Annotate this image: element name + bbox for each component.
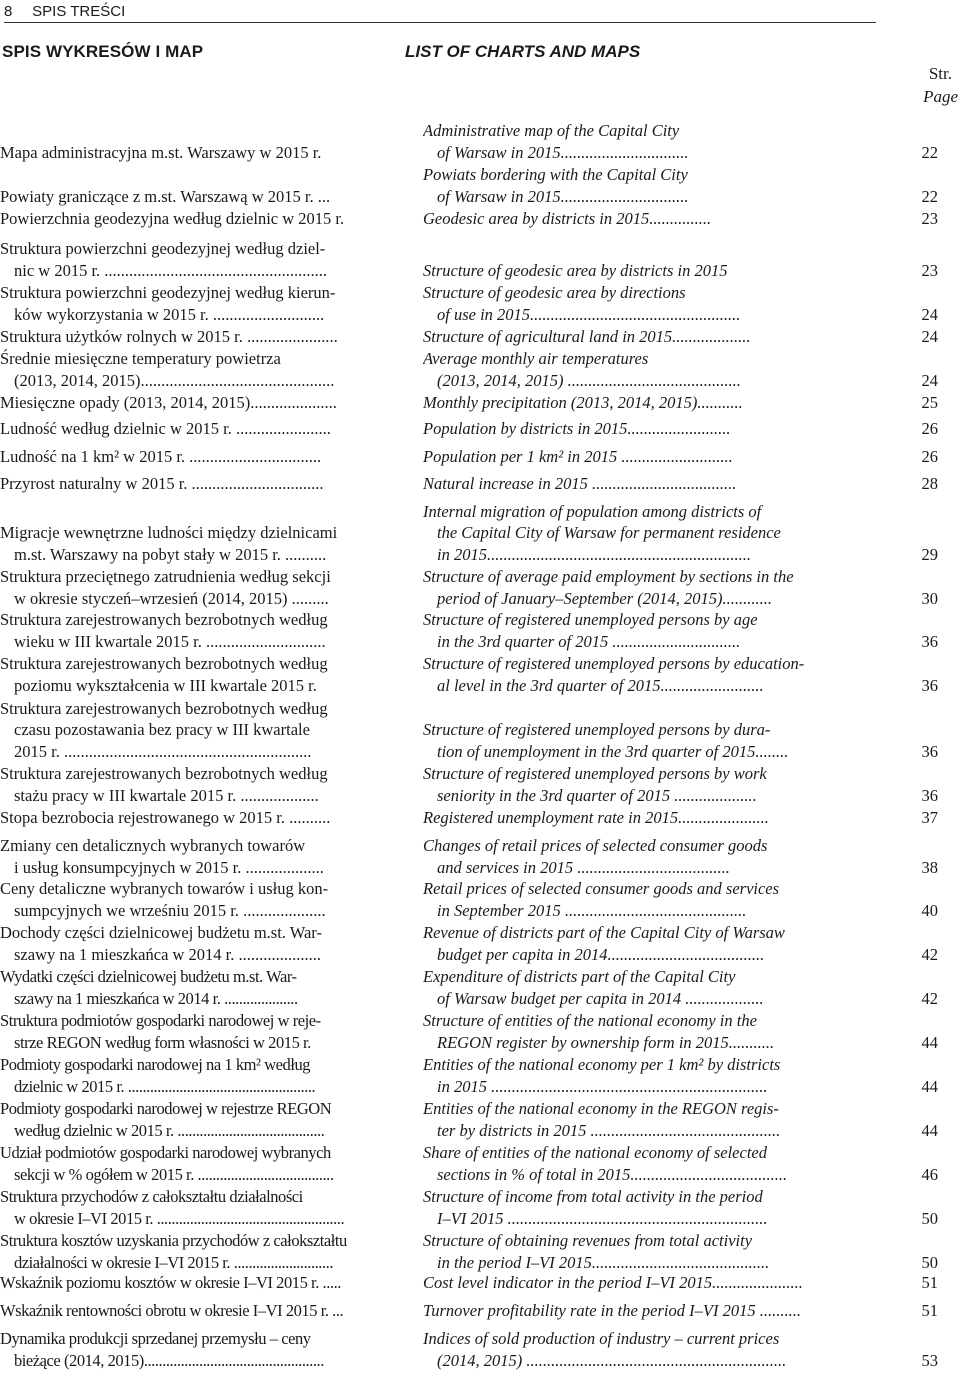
entry-title-polish-line: Stopa bezrobocia rejestrowanego w 2015 r. .......... <box>0 807 331 827</box>
entry-title-polish-line: Struktura powierzchni geodezyjnej według kierun- <box>0 283 336 302</box>
entry-title-english-line: tion of unemployment in the 3rd quarter of 2015........ <box>437 741 789 761</box>
entry-page-number: 24 <box>921 304 938 324</box>
entry-title-polish-line: Struktura przychodów z całokształtu działalności <box>0 1187 303 1206</box>
entry-title-english-line: of use in 2015................................................... <box>437 304 741 324</box>
entry-title-polish-line: Struktura zarejestrowanych bezrobotnych według <box>0 654 328 673</box>
entry-title-polish-line: Ceny detaliczne wybranych towarów i usług kon- <box>0 879 329 898</box>
entry-title-english-line: of Warsaw in 2015............................... <box>437 142 689 162</box>
entry-page-number: 51 <box>921 1300 938 1320</box>
entry-page-number: 29 <box>921 544 938 564</box>
entry-title-english-line: (2014, 2015) ............................................................... <box>437 1350 787 1370</box>
entry-title-polish-line: Struktura kosztów uzyskania przychodów z całokształtu <box>0 1231 347 1250</box>
entry-page-number: 22 <box>921 142 938 162</box>
entry-page-number: 51 <box>921 1272 938 1292</box>
entry-title-polish-line: wieku w III kwartale 2015 r. ............................. <box>14 631 326 651</box>
entry-title-polish-line: nic w 2015 r. ...................................................... <box>14 260 328 280</box>
entry-title-english-line: Entities of the national economy per 1 km² by districts <box>423 1055 781 1074</box>
entry-title-english-line: sections in % of total in 2015...................................... <box>437 1164 788 1184</box>
entry-title-english-line: REGON register by ownership form in 2015........... <box>437 1032 775 1052</box>
entry-title-english-line: Retail prices of selected consumer goods and services <box>423 879 780 898</box>
entry-page-number: 44 <box>921 1032 938 1052</box>
entry-title-polish-line: stażu pracy w III kwartale 2015 r. ................... <box>14 785 319 805</box>
entry-page-number: 28 <box>921 473 938 493</box>
entry-title-polish-line: Migracje wewnętrzne ludności między dzielnicami <box>0 523 338 542</box>
entry-title-polish-line: Mapa administracyjna m.st. Warszawy w 2015 r. <box>0 142 322 162</box>
entry-title-english-line: ter by districts in 2015 .............................................. <box>437 1120 781 1140</box>
entry-page-number: 23 <box>921 208 938 228</box>
entry-title-english-line: Changes of retail prices of selected consumer goods <box>423 836 768 855</box>
entry-title-english-line: budget per capita in 2014...................................... <box>437 944 765 964</box>
entry-title-polish-line: sekcji w % ogółem w 2015 r. ..................................... <box>14 1164 334 1184</box>
entry-page-number: 30 <box>921 588 938 608</box>
entry-page-number: 50 <box>921 1208 938 1228</box>
entry-title-english-line: and services in 2015 ..................................... <box>437 857 730 877</box>
entry-title-polish-line: szawy na 1 mieszkańca w 2014 r. .................... <box>14 944 322 964</box>
entry-title-english <box>423 1328 843 1371</box>
entry-title-polish-line: Powiaty graniczące z m.st. Warszawą w 2015 r. ... <box>0 186 331 206</box>
entry-title-polish-line: i usług konsumpcyjnych w 2015 r. ................... <box>14 857 324 877</box>
entry-title-polish-line: bieżące (2014, 2015)................................................. <box>14 1350 324 1370</box>
entry-title-english-line: Internal migration of population among districts of <box>423 501 762 521</box>
entry-title-english-line: Structure of registered unemployed persons by dura- <box>423 720 771 739</box>
entry-title-english-line: Natural increase in 2015 ................................... <box>423 473 737 493</box>
entry-title-polish-line: w okresie styczeń–wrzesień (2014, 2015) ......... <box>14 588 329 608</box>
entry-title-polish-line: Zmiany cen detalicznych wybranych towarów <box>0 836 306 855</box>
page-number: 8 <box>4 3 13 20</box>
entry-title-polish-line: według dzielnic w 2015 r. ........................................ <box>14 1120 325 1140</box>
entry-title-polish-line: w okresie I–VI 2015 r. ................................................... <box>14 1208 345 1228</box>
entry-title-english-line: in 2015 ................................................................... <box>437 1076 768 1096</box>
entry-title-english-line: Monthly precipitation (2013, 2014, 2015)........... <box>423 392 743 412</box>
entry-title-polish-line: Powierzchnia geodezyjna według dzielnic w 2015 r. <box>0 208 345 228</box>
entry-page-number: 36 <box>921 785 938 805</box>
entry-title-english-line: Structure of geodesic area by districts in 2015 <box>423 260 728 280</box>
entry-title-english-line: Indices of sold production of industry – current prices <box>423 1329 780 1348</box>
entry-page-number: 36 <box>921 741 938 761</box>
entry-page-number: 24 <box>921 370 938 390</box>
entry-title-polish-line: (2013, 2014, 2015)............................................... <box>14 370 335 390</box>
entry-title-polish-line: czasu pozostawania bez pracy w III kwartale <box>14 720 310 739</box>
entry-page-number: 25 <box>921 392 938 412</box>
entry-title-english-line: in 2015................................................................ <box>437 544 751 564</box>
entry-title-polish-line: Struktura podmiotów gospodarki narodowej w reje- <box>0 1011 321 1030</box>
entry-page-number: 26 <box>921 446 938 466</box>
entry-title-polish-line: Struktura przeciętnego zatrudnienia według sekcji <box>0 567 331 586</box>
entry-title-english-line: seniority in the 3rd quarter of 2015 .................... <box>437 785 757 805</box>
entry-title-english-line: Powiats bordering with the Capital City <box>423 165 688 184</box>
entry-title-english-line: Share of entities of the national economy of selected <box>423 1143 767 1162</box>
entry-title-english-line: Revenue of districts part of the Capital City of Warsaw <box>423 923 785 942</box>
entry-page-number: 50 <box>921 1252 938 1272</box>
entry-page-number: 44 <box>921 1076 938 1096</box>
entry-title-polish-line: dzielnic w 2015 r. ................................................... <box>14 1076 316 1096</box>
entry-title-english-line: (2013, 2014, 2015) .......................................... <box>437 370 741 390</box>
entry-title-polish-line: Podmioty gospodarki narodowej w rejestrze REGON <box>0 1099 332 1118</box>
entry-title-english-line: Expenditure of districts part of the Capital City <box>423 967 736 986</box>
entry-title-polish-line: Struktura powierzchni geodezyjnej według dziel- <box>0 239 326 258</box>
entry-title-polish-line: Udział podmiotów gospodarki narodowej wybranych <box>0 1143 331 1162</box>
entry-page-number: 23 <box>921 260 938 280</box>
entry-title-polish-line: poziomu wykształcenia w III kwartale 2015 r. <box>14 675 317 695</box>
entry-title-english-line: the Capital City of Warsaw for permanent residence <box>437 523 781 542</box>
entry-page-number: 46 <box>921 1164 938 1184</box>
entry-title-english-line: Population per 1 km² in 2015 ........................... <box>423 446 733 466</box>
entry-title-polish-line: Średnie miesięczne temperatury powietrza <box>0 349 281 368</box>
entry-title-english-line: al level in the 3rd quarter of 2015......................... <box>437 675 764 695</box>
entry-title-english-line: Registered unemployment rate in 2015...................... <box>423 807 769 827</box>
entry-title-polish-line: Przyrost naturalny w 2015 r. ................................ <box>0 473 324 493</box>
entry-title-english-line: Structure of obtaining revenues from total activity <box>423 1231 753 1250</box>
entry-title-english-line: in September 2015 ............................................ <box>437 900 747 920</box>
entry-title-polish-line: Podmioty gospodarki narodowej na 1 km² według <box>0 1055 311 1074</box>
entry-title-english-line: Entities of the national economy in the REGON regis- <box>423 1099 779 1118</box>
section-title: SPIS TREŚCI <box>32 3 126 20</box>
entry-page-number: 38 <box>921 857 938 877</box>
entry-title-polish-line: Wskaźnik rentowności obrotu w okresie I–VI 2015 r. ... <box>0 1300 344 1320</box>
entry-title-english-line: Population by districts in 2015......................... <box>423 418 731 438</box>
entry-title-english-line: Turnover profitability rate in the period I–VI 2015 .......... <box>423 1300 801 1320</box>
entry-title-english-line: Structure of income from total activity in the period <box>423 1187 763 1206</box>
entry-title-english-line: Average monthly air temperatures <box>423 349 649 368</box>
title-polish: SPIS WYKRESÓW I MAP <box>2 42 204 61</box>
entry-title-polish-line: m.st. Warszawy na pobyt stały w 2015 r. .......... <box>14 544 327 564</box>
entry-title-polish-line: Wskaźnik poziomu kosztów w okresie I–VI 2015 r. ..... <box>0 1272 341 1292</box>
entry-title-english-line: Administrative map of the Capital City <box>423 121 680 140</box>
entry-title-english-line: Geodesic area by districts in 2015............... <box>423 208 712 228</box>
entry-page-number: 44 <box>921 1120 938 1140</box>
entry-title-polish-line: Struktura zarejestrowanych bezrobotnych według <box>0 698 328 718</box>
entry-title-polish-line: strze REGON według form własności w 2015 r. <box>14 1032 311 1052</box>
entry-title-english-line: Structure of registered unemployed persons by work <box>423 764 767 783</box>
entry-title-english-line: I–VI 2015 ............................................................... <box>437 1208 768 1228</box>
column-label-str: Str. <box>928 64 952 83</box>
entry-page-number: 36 <box>921 675 938 695</box>
entry-title-polish-line: szawy na 1 mieszkańca w 2014 r. .................... <box>14 988 298 1008</box>
entry-title-polish-line: Ludność według dzielnic w 2015 r. ....................... <box>0 418 331 438</box>
entry-page-number: 37 <box>921 807 938 827</box>
entry-page-number: 36 <box>921 631 938 651</box>
entry-page-number: 40 <box>921 900 938 920</box>
entry-title-polish-line: Ludność na 1 km² w 2015 r. ................................ <box>0 446 322 466</box>
entry-title-english-line: Structure of registered unemployed persons by education- <box>423 654 805 673</box>
entry-title-english-line: of Warsaw in 2015............................... <box>437 186 689 206</box>
entry-title-polish <box>0 1328 392 1371</box>
entry-page-number: 42 <box>921 944 938 964</box>
entry-page-number: 26 <box>921 418 938 438</box>
entry-title-english-line: Structure of entities of the national economy in the <box>423 1011 757 1030</box>
entry-title-polish-line: Miesięczne opady (2013, 2014, 2015)..................... <box>0 392 337 412</box>
column-label-page: Page <box>923 87 958 106</box>
entry-title-english-line: Structure of geodesic area by directions <box>423 283 686 302</box>
entry-page-number: 53 <box>921 1350 938 1370</box>
entry-title-english-line: Cost level indicator in the period I–VI 2015...................... <box>423 1272 803 1292</box>
entry-title-polish-line: Struktura użytków rolnych w 2015 r. ...................... <box>0 326 338 346</box>
entry-page-number: 42 <box>921 988 938 1008</box>
title-english: LIST OF CHARTS AND MAPS <box>405 42 641 61</box>
entry-page-number: 22 <box>921 186 938 206</box>
entry-title-english-line: in the 3rd quarter of 2015 ............................... <box>437 631 741 651</box>
entry-title-polish-line: ków wykorzystania w 2015 r. ........................... <box>14 304 325 324</box>
entry-title-english-line: period of January–September (2014, 2015)............ <box>437 588 772 608</box>
entry-title-polish-line: Dynamika produkcji sprzedanej przemysłu – ceny <box>0 1329 311 1348</box>
entry-title-english-line: Structure of agricultural land in 2015................... <box>423 326 751 346</box>
entry-title-english-line: of Warsaw budget per capita in 2014 ................... <box>437 988 764 1008</box>
entry-title-polish-line: Struktura zarejestrowanych bezrobotnych według <box>0 764 328 783</box>
entry-page-number: 24 <box>921 326 938 346</box>
entry-title-polish-line: sumpcyjnych we wrześniu 2015 r. .................... <box>14 900 326 920</box>
entry-title-polish-line: działalności w okresie I–VI 2015 r. ........................... <box>14 1252 334 1272</box>
entry-title-english-line: in the period I–VI 2015........................................... <box>437 1252 770 1272</box>
entry-title-polish-line: Wydatki części dzielnicowej budżetu m.st. War- <box>0 967 297 986</box>
entry-title-english-line: Structure of average paid employment by sections in the <box>423 567 794 586</box>
entry-title-polish-line: 2015 r. ............................................................ <box>14 741 312 761</box>
entry-title-polish-line: Dochody części dzielnicowej budżetu m.st. War- <box>0 923 322 942</box>
entry-title-polish-line: Struktura zarejestrowanych bezrobotnych według <box>0 610 328 629</box>
entry-title-english-line: Structure of registered unemployed persons by age <box>423 610 758 629</box>
